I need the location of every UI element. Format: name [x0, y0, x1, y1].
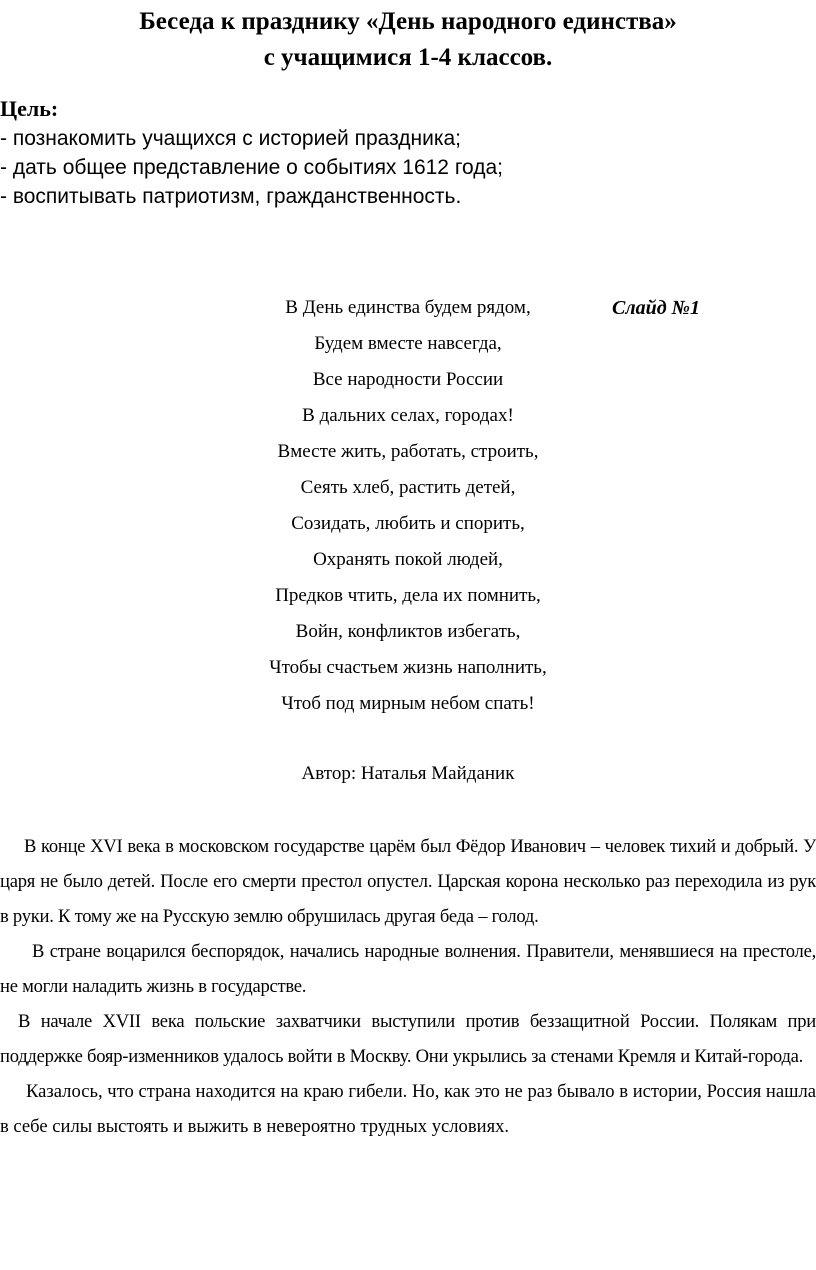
poem-line: Чтоб под мирным небом спать!: [281, 693, 535, 714]
poem: [200, 290, 616, 722]
poem-line: Будем вместе навсегда,: [314, 333, 502, 354]
title-line-1: Беседа к празднику «День народного единства»: [139, 8, 677, 35]
goal-item: - воспитывать патриотизм, гражданственность.: [0, 185, 462, 208]
poem-line: Войн, конфликтов избегать,: [295, 621, 521, 642]
poem-line: Сеять хлеб, растить детей,: [300, 477, 516, 498]
poem-line: Охранять покой людей,: [313, 549, 503, 570]
poem-line: В День единства будем рядом,: [285, 297, 531, 318]
paragraph: В конце XVI века в московском государстве царём был Фёдор Иванович – человек тихий и добрый. У царя не было детей. После его смерти престол опустел. Царская корона несколько раз переходила из рук в руки. К тому же на Русскую землю обрушилась другая беда – голод.: [0, 836, 816, 927]
poem-line: Предков чтить, дела их помнить,: [275, 585, 541, 606]
poem-line: Чтобы счастьем жизнь наполнить,: [269, 657, 547, 678]
body-text: [0, 829, 816, 1144]
poem-author: Автор: Наталья Майданик: [301, 763, 515, 784]
goal-item: - дать общее представление о событиях 1612 года;: [0, 156, 504, 179]
document-title: [0, 4, 816, 76]
poem-line: Все народности России: [312, 369, 504, 390]
poem-line: Вместе жить, работать, строить,: [277, 441, 539, 462]
goals-section: [0, 94, 816, 211]
paragraph: В стране воцарился беспорядок, начались народные волнения. Правители, менявшиеся на престоле, не могли наладить жизнь в государстве.: [0, 941, 816, 997]
slide-label: Слайд №1: [612, 297, 700, 319]
goals-heading: Цель:: [0, 96, 59, 121]
goal-item: - познакомить учащихся с историей праздника;: [0, 127, 461, 150]
poem-line: В дальних селах, городах!: [302, 405, 514, 426]
paragraph: Казалось, что страна находится на краю гибели. Но, как это не раз бывало в истории, Россия нашла в себе силы выстоять и выжить в невероятно трудных условиях.: [0, 1081, 816, 1137]
poem-line: Созидать, любить и спорить,: [291, 513, 525, 534]
title-line-2: с учащимися 1-4 классов.: [263, 44, 553, 71]
paragraph: В начале XVII века польские захватчики выступили против беззащитной России. Полякам при поддержке бояр-изменников удалось войти в Москву. Они укрылись за стенами Кремля и Китай-города.: [0, 1011, 816, 1067]
